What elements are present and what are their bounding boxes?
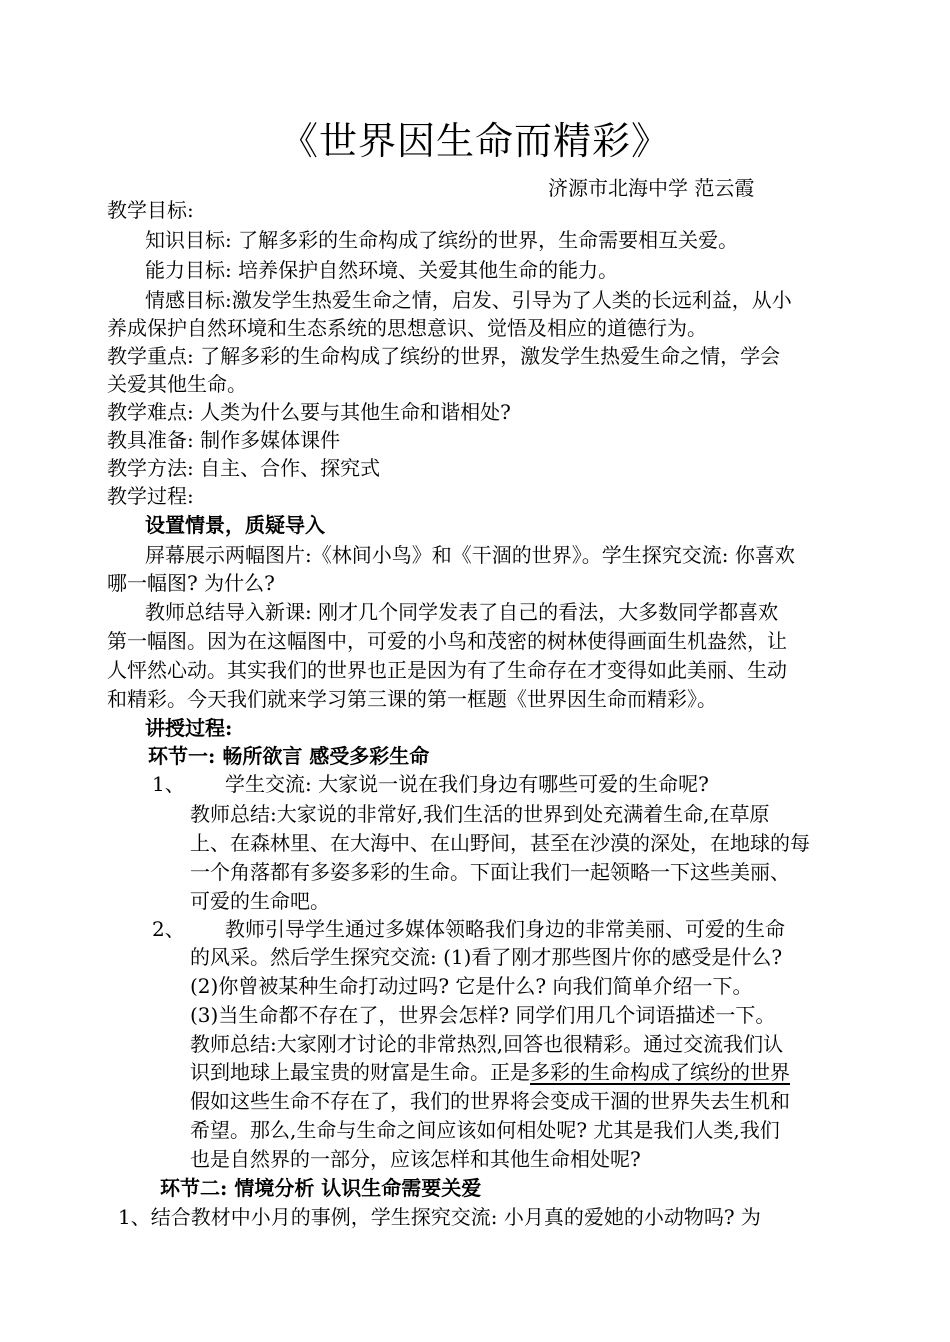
paragraph-line: 人怦然心动。其实我们的世界也正是因为有了生命存在才变得如此美丽、生动 — [107, 658, 787, 682]
knowledge-goal: 知识目标: 了解多彩的生命构成了缤纷的世界，生命需要相互关爱。 — [145, 228, 739, 252]
underlined-key-sentence: 多彩的生命构成了缤纷的世界 — [530, 1060, 790, 1084]
paragraph-line: 和精彩。今天我们就来学习第三课的第一框题《世界因生命而精彩》。 — [107, 687, 717, 711]
list-item-text: (2)你曾被某种生命打动过吗? 它是什么? 向我们简单介绍一下。 — [190, 974, 753, 998]
paragraph-line: 教师总结导入新课: 刚才几个同学发表了自己的看法，大多数同学都喜欢 — [145, 600, 779, 624]
list-item-text — [190, 1058, 790, 1086]
list-item-text: 的风采。然后学生探究交流: (1)看了刚才那些图片你的感受是什么? — [190, 945, 783, 969]
list-number: 1、 — [152, 772, 185, 796]
emotion-goal-cont: 养成保护自然环境和生态系统的思想意识、觉悟及相应的道德行为。 — [107, 316, 707, 340]
teaching-aids: 教具准备: 制作多媒体课件 — [107, 428, 341, 452]
list-item-text: 希望。那么,生命与生命之间应该如何相处呢? 尤其是我们人类,我们 — [190, 1118, 780, 1142]
paragraph-line: 1、结合教材中小月的事例，学生探究交流: 小月真的爱她的小动物吗? 为 — [118, 1205, 761, 1229]
key-point-cont: 关爱其他生命。 — [107, 372, 247, 396]
list-item-text: 教师引导学生通过多媒体领略我们身边的非常美丽、可爱的生命 — [225, 917, 785, 941]
list-item-text: 学生交流: 大家说一说在我们身边有哪些可爱的生命呢? — [225, 772, 709, 796]
list-item-text: 一个角落都有多姿多彩的生命。下面让我们一起领略一下这些美丽、 — [190, 860, 790, 884]
teaching-goals-heading: 教学目标: — [107, 198, 194, 222]
list-item-text: 教师总结:大家说的非常好,我们生活的世界到处充满着生命,在草原 — [190, 802, 770, 826]
list-item-text: (3)当生命都不存在了，世界会怎样? 同学们用几个词语描述一下。 — [190, 1003, 776, 1027]
section-intro-heading: 设置情景，质疑导入 — [145, 513, 325, 537]
list-item-text: 教师总结:大家刚才讨论的非常热烈,回答也很精彩。通过交流我们认 — [190, 1032, 784, 1056]
ability-goal: 能力目标: 培养保护自然环境、关爱其他生命的能力。 — [145, 258, 619, 282]
document-title: 《世界因生命而精彩》 — [279, 119, 670, 163]
list-item-text: 也是自然界的一部分，应该怎样和其他生命相处呢? — [190, 1147, 641, 1171]
key-point: 教学重点: 了解多彩的生命构成了缤纷的世界，激发学生热爱生命之情，学会 — [107, 344, 781, 368]
paragraph-line: 屏幕展示两幅图片:《林间小鸟》和《干涸的世界》。学生探究交流: 你喜欢 — [145, 543, 795, 567]
paragraph-line: 第一幅图。因为在这幅图中，可爱的小鸟和茂密的树林使得画面生机盎然，让 — [107, 629, 787, 653]
list-number: 2、 — [152, 917, 185, 941]
list-item-text: 上、在森林里、在大海中、在山野间，甚至在沙漠的深处，在地球的每 — [190, 831, 810, 855]
lecture-process-heading: 讲授过程: — [145, 716, 233, 740]
teaching-process-heading: 教学过程: — [107, 484, 194, 508]
plain-text: 识到地球上最宝贵的财富是生命。正是 — [190, 1060, 530, 1084]
section-one-heading: 环节一: 畅所欲言 感受多彩生命 — [148, 744, 430, 768]
emotion-goal: 情感目标:激发学生热爱生命之情，启发、引导为了人类的长远利益，从小 — [145, 288, 792, 312]
list-item-text: 假如这些生命不存在了，我们的世界将会变成干涸的世界失去生机和 — [190, 1089, 790, 1113]
teaching-method: 教学方法: 自主、合作、探究式 — [107, 456, 381, 480]
list-item-text: 可爱的生命吧。 — [190, 889, 330, 913]
difficult-point: 教学难点: 人类为什么要与其他生命和谐相处? — [107, 400, 511, 424]
section-two-heading: 环节二: 情境分析 认识生命需要关爱 — [160, 1176, 482, 1200]
author-line: 济源市北海中学 范云霞 — [548, 176, 755, 200]
paragraph-line: 哪一幅图? 为什么? — [107, 571, 275, 595]
